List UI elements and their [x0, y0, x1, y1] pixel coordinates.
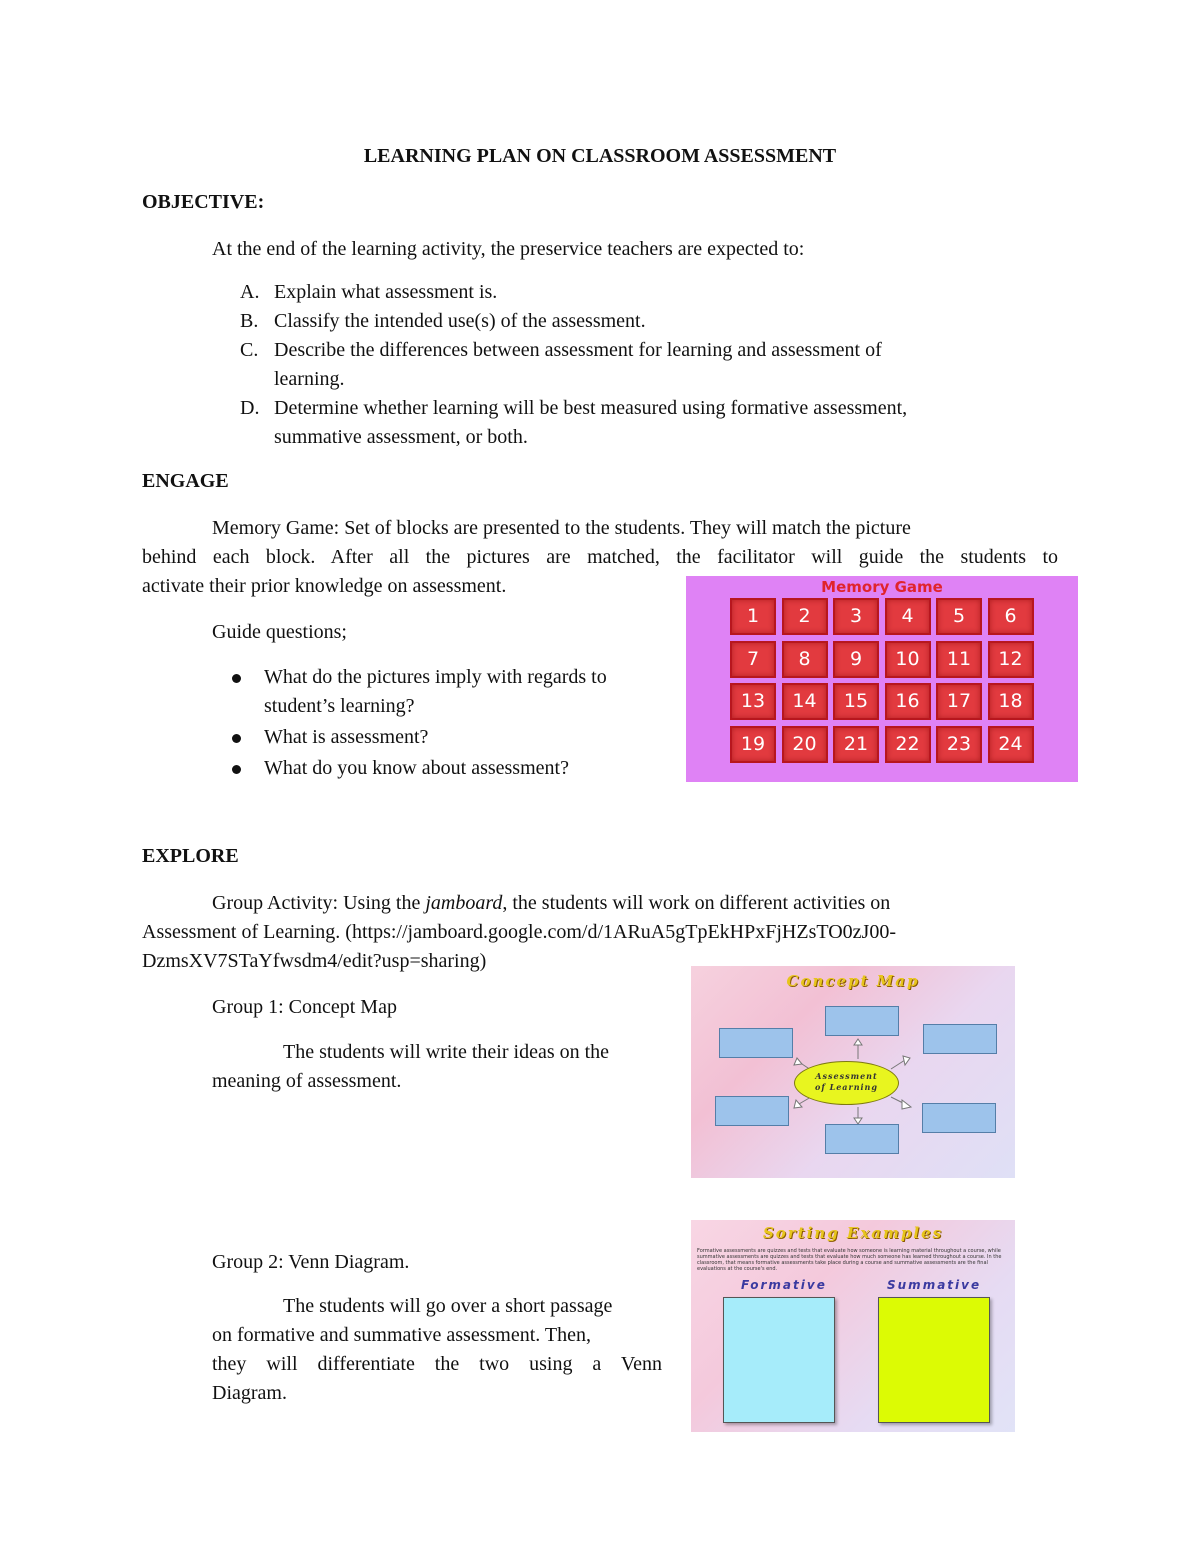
concept-map-image [691, 966, 1015, 1178]
sorting-examples-title: Sorting Examples [762, 1224, 944, 1242]
objective-item-d [240, 394, 1040, 452]
memory-tile: 17 [936, 683, 982, 720]
guide-question [212, 663, 682, 721]
engage-heading: ENGAGE [142, 470, 229, 492]
memory-game-image [686, 576, 1078, 782]
explore-line-1 [212, 889, 890, 918]
objective-letter: B. [240, 310, 259, 332]
page-title: LEARNING PLAN ON CLASSROOM ASSESSMENT [363, 145, 837, 167]
memory-tile: 16 [885, 683, 931, 720]
concept-center-oval [794, 1061, 899, 1105]
arrow-down-left-head [794, 1100, 802, 1108]
formative-label: Formative [741, 1278, 827, 1292]
group2-line-3: they will differentiate the two using a Venn [212, 1353, 662, 1375]
objective-text: Classify the intended use(s) of the assessment. [274, 310, 646, 332]
objective-intro: At the end of the learning activity, the preservice teachers are expected to: [212, 238, 805, 260]
group2-line-2: on formative and summative assessment. Then, [212, 1324, 591, 1346]
memory-tile: 3 [833, 598, 879, 635]
memory-tile: 5 [936, 598, 982, 635]
concept-box-top [825, 1006, 899, 1036]
concept-box-lower-right [922, 1103, 996, 1133]
explore-line-2: Assessment of Learning. (https://jamboard.google.com/d/1ARuA5gTpEkHPxFjHZsTO0zJ00- [142, 921, 896, 943]
memory-tile: 7 [730, 641, 776, 678]
arrow-up-right-head [903, 1056, 910, 1065]
group2-line-4: Diagram. [212, 1382, 287, 1404]
group1-line-2: meaning of assessment. [212, 1070, 402, 1092]
concept-box-upper-right [923, 1024, 997, 1054]
concept-box-lower-left [715, 1096, 789, 1126]
objective-text-line: summative assessment, or both. [274, 426, 528, 448]
objective-list [240, 278, 1040, 452]
memory-tile: 13 [730, 683, 776, 720]
memory-tile: 18 [988, 683, 1034, 720]
guide-questions-label: Guide questions; [212, 621, 347, 643]
objective-item-a [240, 278, 1040, 307]
memory-tile: 12 [988, 641, 1034, 678]
memory-tile: 8 [782, 641, 828, 678]
jamboard-term: jamboard [425, 892, 503, 914]
explore-line-3: DzmsXV7STaYfwsdm4/edit?usp=sharing) [142, 950, 487, 972]
group1-title: Group 1: Concept Map [212, 996, 397, 1018]
objective-letter: C. [240, 339, 259, 361]
objective-text-line: learning. [274, 368, 345, 390]
memory-game-grid [730, 598, 1036, 776]
memory-game-title: Memory Game [821, 578, 943, 596]
memory-tile: 22 [885, 726, 931, 763]
explore-heading: EXPLORE [142, 845, 239, 867]
concept-box-upper-left [719, 1028, 793, 1058]
memory-tile: 14 [782, 683, 828, 720]
objective-item-b [240, 307, 1040, 336]
memory-tile: 20 [782, 726, 828, 763]
sorting-examples-image [691, 1220, 1015, 1432]
engage-line-3: activate their prior knowledge on assessment. [142, 575, 507, 597]
guide-question [212, 723, 682, 752]
guide-question [212, 754, 682, 783]
memory-tile: 2 [782, 598, 828, 635]
concept-center-line-2: of Learning [815, 1082, 878, 1092]
objective-text: Explain what assessment is. [274, 281, 498, 303]
objective-letter: A. [240, 281, 260, 303]
formative-box [723, 1297, 835, 1423]
group2-line-1: The students will go over a short passage [283, 1295, 613, 1317]
concept-box-bottom [825, 1124, 899, 1154]
concept-map-title: Concept Map [786, 972, 920, 990]
arrow-up-head [854, 1039, 862, 1045]
memory-tile: 10 [885, 641, 931, 678]
objective-text-line: Determine whether learning will be best measured using formative assessment, [274, 397, 908, 419]
guide-question-line: student’s learning? [264, 695, 415, 717]
memory-tile: 23 [936, 726, 982, 763]
sorting-examples-passage: Formative assessments are quizzes and tests that evaluate how someone is learning material throughout a course, while summative assessments are quizzes and tests that evaluate how much someone has learned throughout a course. In the classroom, that means formative assessments take place during a course and summative assessments are the final evaluations at the course's end. [697, 1248, 1002, 1272]
memory-tile: 1 [730, 598, 776, 635]
guide-question-line: What do you know about assessment? [264, 757, 569, 779]
objective-item-c [240, 336, 1040, 394]
engage-line-1: Memory Game: Set of blocks are presented to the students. They will match the picture [212, 517, 911, 539]
arrow-down-right-head [902, 1100, 911, 1109]
memory-tile: 19 [730, 726, 776, 763]
memory-tile: 6 [988, 598, 1034, 635]
arrow-up-left-head [794, 1058, 802, 1065]
objective-letter: D. [240, 397, 260, 419]
objective-heading: OBJECTIVE: [142, 191, 265, 213]
memory-tile: 11 [936, 641, 982, 678]
group1-line-1: The students will write their ideas on the [283, 1041, 610, 1063]
guide-question-list [212, 663, 682, 783]
summative-label: Summative [887, 1278, 982, 1292]
guide-question-line: What is assessment? [264, 726, 429, 748]
concept-center-line-1: Assessment [815, 1071, 878, 1081]
explore-line-1-a: Group Activity: Using the [212, 892, 426, 914]
memory-tile: 21 [833, 726, 879, 763]
memory-tile: 4 [885, 598, 931, 635]
objective-text-line: Describe the differences between assessment for learning and assessment of [274, 339, 882, 361]
memory-tile: 24 [988, 726, 1034, 763]
arrow-up-right [891, 1060, 905, 1069]
group2-title: Group 2: Venn Diagram. [212, 1251, 410, 1273]
memory-tile: 9 [833, 641, 879, 678]
memory-tile: 15 [833, 683, 879, 720]
summative-box [878, 1297, 990, 1423]
guide-question-line: What do the pictures imply with regards to [264, 666, 607, 688]
engage-line-2: behind each block. After all the pictures are matched, the facilitator will guide the students to [142, 546, 1058, 568]
explore-line-1-b: , the students will work on different activities on [502, 892, 891, 914]
